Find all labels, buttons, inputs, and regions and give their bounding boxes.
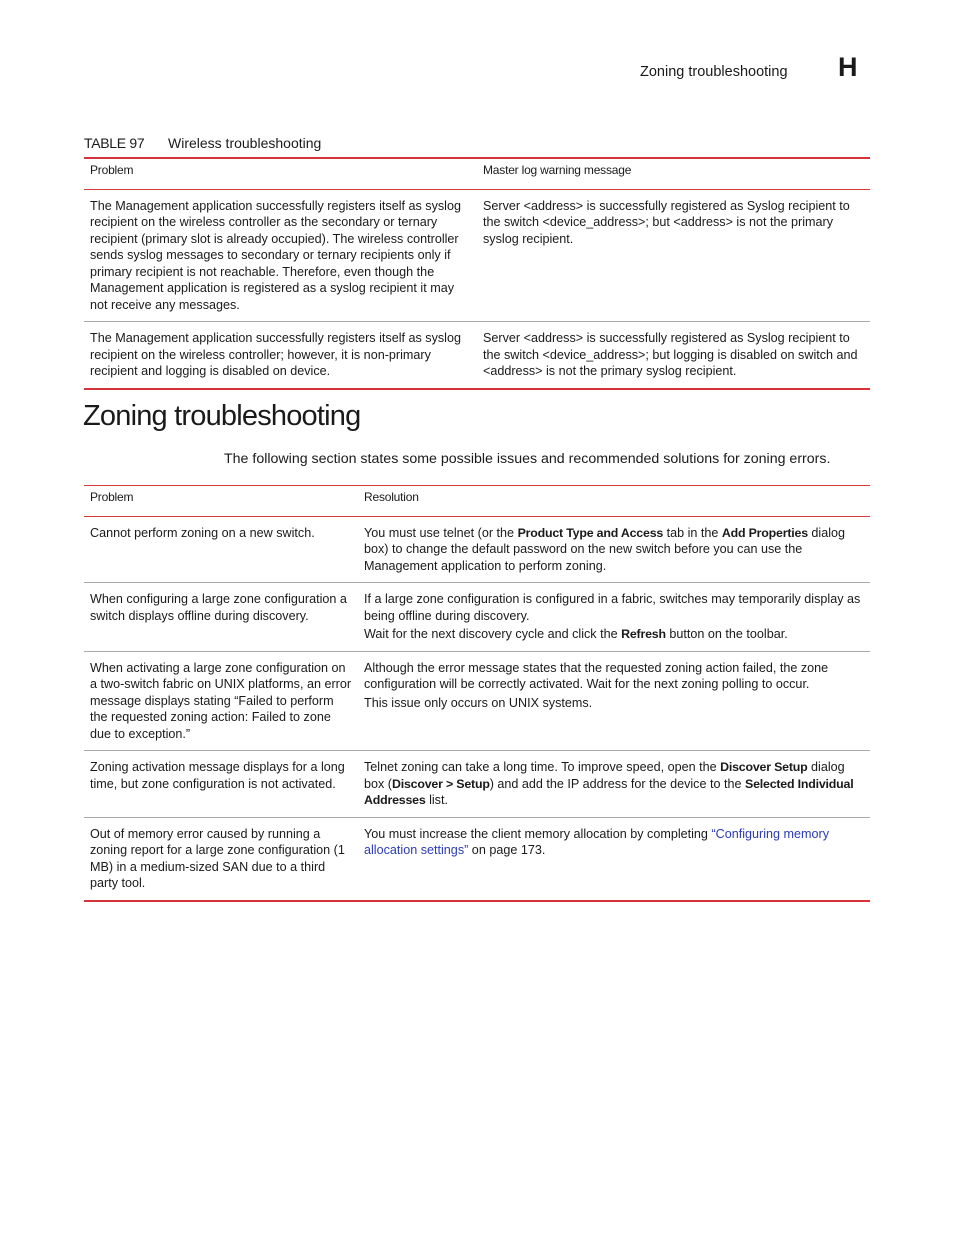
memory-allocation-settings-link[interactable]: “Configuring memory allocation settings”: [364, 826, 830, 857]
resolution-text: dialog box) to change the default password on the new switch before you can use the Management application to perform zoning.: [364, 525, 846, 573]
resolution-text: tab in the: [663, 525, 722, 540]
resolution-paragraph: This issue only occurs on UNIX systems.: [364, 695, 593, 710]
table-caption: [84, 135, 321, 151]
table-row: [84, 322, 870, 389]
resolution-text: Telnet zoning can take a long time. To improve speed, open the: [364, 760, 721, 774]
message-cell: Server <address> is successfully registered as Syslog recipient to the switch <device_address>; but logging is disabled on switch and <address> is not the primary syslog recipient.: [477, 322, 870, 389]
column-header-resolution: Resolution: [358, 486, 870, 517]
resolution-text: You must increase the client memory allocation by completing: [364, 826, 712, 841]
ui-term-selected-individual-addresses: Selected Individual Addresses: [364, 776, 854, 807]
table-header-row: [84, 486, 870, 517]
table-row: [84, 189, 870, 322]
resolution-cell: [358, 583, 870, 652]
table-row: [84, 651, 870, 751]
problem-cell: The Management application successfully registers itself as syslog recipient on the wireless controller; however, it is non-primary recipient and logging is disabled on device.: [84, 322, 477, 389]
section-intro: The following section states some possible issues and recommended solutions for zoning errors.: [224, 451, 831, 467]
resolution-paragraph: If a large zone configuration is configured in a fabric, switches may temporarily display as being offline during discovery.: [364, 592, 861, 623]
problem-cell: Cannot perform zoning on a new switch.: [84, 516, 358, 583]
resolution-cell: [358, 751, 870, 818]
table-row: [84, 516, 870, 583]
message-cell: Server <address> is successfully registered as Syslog recipient to the switch <device_address>; but <address> is not the primary syslog recipient.: [477, 189, 870, 322]
zoning-troubleshooting-table: [84, 485, 870, 902]
section-title: Zoning troubleshooting: [83, 400, 361, 432]
resolution-text: dialog box (: [364, 760, 845, 791]
ui-term-add-properties: Add Properties: [721, 525, 808, 540]
table-caption-number: TABLE 97: [84, 135, 145, 151]
problem-cell: Out of memory error caused by running a zoning report for a large zone configuration (1 MB) in a medium-sized SAN due to a third party tool.: [84, 817, 358, 901]
wireless-troubleshooting-table: [84, 157, 870, 390]
resolution-text: list.: [425, 793, 448, 807]
problem-cell: When activating a large zone configuration on a two-switch fabric on UNIX platforms, an error message displays stating “Failed to perform the requested zoning action: Failed to zone due to exception.”: [84, 651, 358, 751]
table-header-row: [84, 158, 870, 189]
column-header-message: Master log warning message: [477, 158, 870, 189]
resolution-text: ) and add the IP address for the device to the: [489, 776, 745, 791]
resolution-text: You must use telnet (or the: [364, 525, 518, 540]
table-row: [84, 583, 870, 652]
resolution-paragraph: Although the error message states that the requested zoning action failed, the zone configuration will be correctly activated. Wait for the next zoning polling to occur.: [364, 660, 829, 691]
resolution-cell: [358, 516, 870, 583]
chapter-letter: H: [838, 52, 858, 82]
problem-cell: When configuring a large zone configuration a switch displays offline during discovery.: [84, 583, 358, 652]
resolution-paragraph: [364, 626, 864, 643]
resolution-text: Wait for the next discovery cycle and click the: [364, 627, 622, 641]
ui-term-discover-menu-setup: Discover > Setup: [392, 776, 490, 791]
ui-term-discover-setup: Discover Setup: [720, 760, 808, 774]
column-header-problem: Problem: [84, 158, 477, 189]
running-header-title: Zoning troubleshooting: [640, 64, 788, 80]
resolution-text: button on the toolbar.: [665, 627, 788, 641]
resolution-cell: [358, 817, 870, 901]
column-header-problem: Problem: [84, 486, 358, 517]
ui-term-product-type-and-access: Product Type and Access: [517, 525, 664, 540]
ui-term-refresh: Refresh: [621, 627, 666, 641]
table-caption-title: Wireless troubleshooting: [168, 135, 322, 151]
resolution-text: on page 173.: [468, 843, 546, 857]
resolution-cell: [358, 651, 870, 751]
problem-cell: The Management application successfully registers itself as syslog recipient on the wireless controller as the secondary or ternary recipient (primary slot is already occupied). The wireless controller sends syslog messages to secondary or ternary recipients only if primary recipient is not reachable. Therefore, even though the Management application is registered as a syslog recipient it may not receive any messages.: [84, 189, 477, 322]
table-row: [84, 817, 870, 901]
table-row: [84, 751, 870, 818]
problem-cell: Zoning activation message displays for a long time, but zone configuration is not activated.: [84, 751, 358, 818]
